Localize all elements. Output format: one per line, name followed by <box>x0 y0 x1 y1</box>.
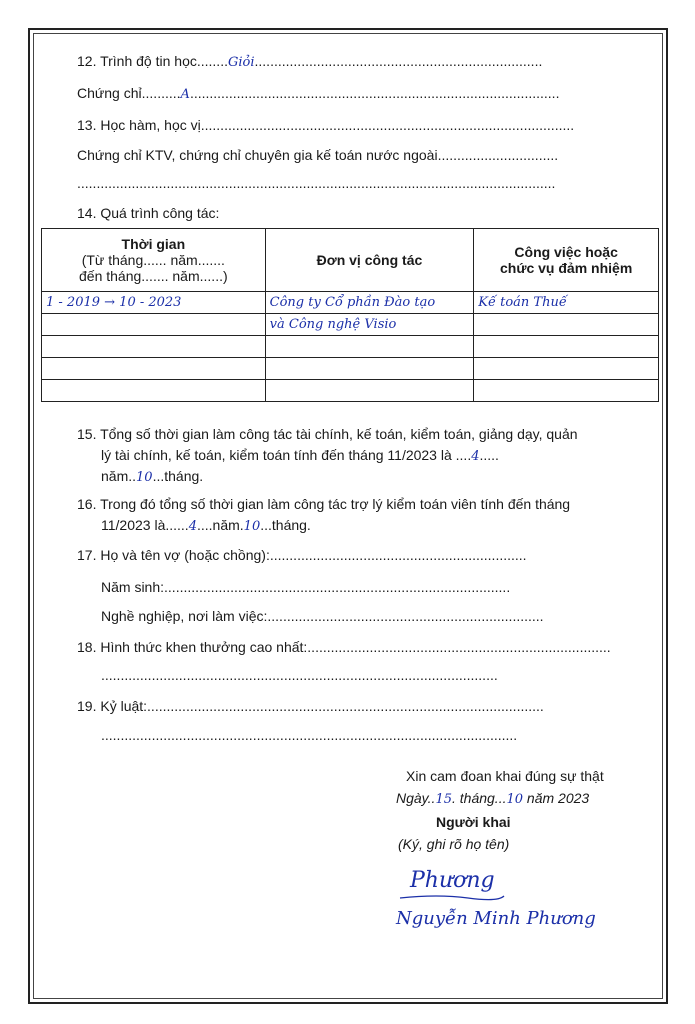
item-18-dots: ...................................................................................................... <box>101 667 498 683</box>
table-row <box>42 314 659 336</box>
spouse-birth-year: Năm sinh:......................................................................................... <box>101 579 511 595</box>
item-15-line1: 15. Tổng số thời gian làm công tác tài chính, kế toán, kiểm toán, giảng dạy, quản <box>77 426 578 442</box>
item-16-line2: 11/2023 là......4....năm.10...tháng. <box>101 517 311 534</box>
item-17: 17. Họ và tên vợ (hoặc chồng):.................................................................. <box>77 547 527 563</box>
item-12-label: 12. Trình độ tin học <box>77 53 197 69</box>
signature: Phương <box>410 868 495 893</box>
cell-role <box>474 336 659 358</box>
cell-role <box>474 314 659 336</box>
cell-role <box>474 380 659 402</box>
sign-note: (Ký, ghi rõ họ tên) <box>398 836 510 852</box>
work-history-table <box>41 228 659 402</box>
sign-day-value: 15 <box>435 792 452 807</box>
table-header-row <box>42 229 659 292</box>
table-row <box>42 292 659 314</box>
item-13: 13. Học hàm, học vị................................................................................................ <box>77 117 575 133</box>
total-months-value: 10 <box>136 470 153 485</box>
item-15-line2: lý tài chính, kế toán, kiểm toán tính đến tháng 11/2023 là ....4..... <box>101 447 499 464</box>
ktv-certificate-line: Chứng chỉ KTV, chứng chỉ chuyên gia kế toán nước ngoài............................... <box>77 147 559 163</box>
cell-unit <box>265 358 474 380</box>
sign-date: Ngày..15. tháng...10 năm 2023 <box>396 790 590 807</box>
ktv-dots-line: ........................................................................................................................... <box>77 175 556 191</box>
table-row <box>42 336 659 358</box>
item-19-dots: ........................................................................................................... <box>101 727 518 743</box>
cell-unit: Công ty Cổ phần Đào tạo <box>265 292 474 314</box>
cell-role: Kế toán Thuế <box>474 292 659 314</box>
item-12: 12. Trình độ tin học........Giỏi.......................................................................... <box>77 53 543 70</box>
assistant-months-value: 10 <box>243 519 261 534</box>
oath-text: Xin cam đoan khai đúng sự thật <box>406 768 604 784</box>
certificate-value: A <box>180 87 190 102</box>
declarant-title: Người khai <box>436 814 511 830</box>
cell-time <box>42 380 266 402</box>
cell-unit <box>265 336 474 358</box>
cell-time <box>42 314 266 336</box>
table-row <box>42 358 659 380</box>
cell-role <box>474 358 659 380</box>
cell-time: 1 - 2019 → 10 - 2023 <box>42 292 266 314</box>
header-unit: Đơn vị công tác <box>265 229 474 292</box>
signature-underline-icon <box>398 892 508 902</box>
it-level-value: Giỏi <box>227 55 255 70</box>
certificate-line: Chứng chỉ..........A............................................................................................... <box>77 85 560 102</box>
header-time: Thời gian (Từ tháng...... năm....... đến tháng....... năm......) <box>42 229 266 292</box>
cell-unit <box>265 380 474 402</box>
cell-time <box>42 358 266 380</box>
assistant-years-value: 4 <box>188 519 197 534</box>
total-years-value: 4 <box>471 449 480 464</box>
item-19: 19. Kỷ luật:...................................................................................................... <box>77 698 544 714</box>
item-14-label: 14. Quá trình công tác: <box>77 205 220 221</box>
header-role: Công việc hoặc chức vụ đảm nhiệm <box>474 229 659 292</box>
cell-unit: và Công nghệ Visio <box>265 314 474 336</box>
spouse-job: Nghề nghiệp, nơi làm việc:....................................................................... <box>101 608 544 624</box>
table-row <box>42 380 659 402</box>
item-16-line1: 16. Trong đó tổng số thời gian làm công tác trợ lý kiểm toán viên tính đến tháng <box>77 496 571 512</box>
cell-time <box>42 336 266 358</box>
item-18: 18. Hình thức khen thưởng cao nhất:.............................................................................. <box>77 639 611 655</box>
full-name: Nguyễn Minh Phương <box>396 908 596 929</box>
sign-month-value: 10 <box>506 792 524 807</box>
item-15-line3: năm..10...tháng. <box>101 468 204 485</box>
